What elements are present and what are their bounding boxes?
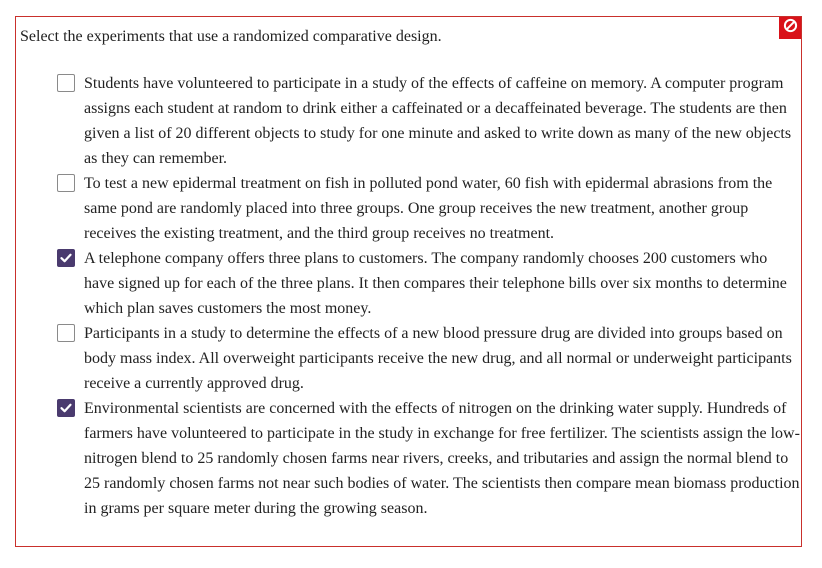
option-item xyxy=(56,171,801,246)
prohibited-icon xyxy=(783,18,798,38)
option-label: A telephone company offers three plans to customers. The company randomly chooses 200 customers who have signed up for each of the three plans. It then compares their telephone bills over six months to determine which plan saves customers the most money. xyxy=(84,250,787,317)
question-prompt: Select the experiments that use a randomized comparative design. xyxy=(20,28,442,45)
option-item xyxy=(56,246,801,321)
option-checkbox[interactable] xyxy=(57,74,75,92)
options-list xyxy=(56,71,801,521)
option-checkbox[interactable] xyxy=(57,249,75,267)
option-checkbox[interactable] xyxy=(57,324,75,342)
option-item xyxy=(56,396,801,521)
option-item xyxy=(56,321,801,396)
checkmark-icon xyxy=(59,401,73,415)
question-box xyxy=(15,16,802,547)
option-label: To test a new epidermal treatment on fish in polluted pond water, 60 fish with epidermal abrasions from the same pond are randomly placed into three groups. One group receives the new treatment, another group receives the existing treatment, and the third group receives no treatment. xyxy=(84,175,773,242)
option-item xyxy=(56,71,801,171)
option-label: Participants in a study to determine the effects of a new blood pressure drug are divided into groups based on body mass index. All overweight participants receive the new drug, and all normal or underweight participants receive a currently approved drug. xyxy=(84,325,792,392)
option-checkbox[interactable] xyxy=(57,174,75,192)
option-label: Environmental scientists are concerned with the effects of nitrogen on the drinking water supply. Hundreds of farmers have volunteered to participate in the study in exchange for free fertilizer. The scientists assign the low-nitrogen blend to 25 randomly chosen farms near rivers, creeks, and tributaries and assign the normal blend to 25 randomly chosen farms not near such bodies of water. The scientists then compare mean biomass production in grams per square meter during the growing season. xyxy=(84,400,800,517)
checkmark-icon xyxy=(59,251,73,265)
option-checkbox[interactable] xyxy=(57,399,75,417)
option-label: Students have volunteered to participate in a study of the effects of caffeine on memory. A computer program assigns each student at random to drink either a caffeinated or a decaffeinated beverage. The students are then given a list of 20 different objects to study for one minute and asked to write down as many of the new objects as they can remember. xyxy=(84,75,792,167)
incorrect-status-badge xyxy=(779,16,802,39)
